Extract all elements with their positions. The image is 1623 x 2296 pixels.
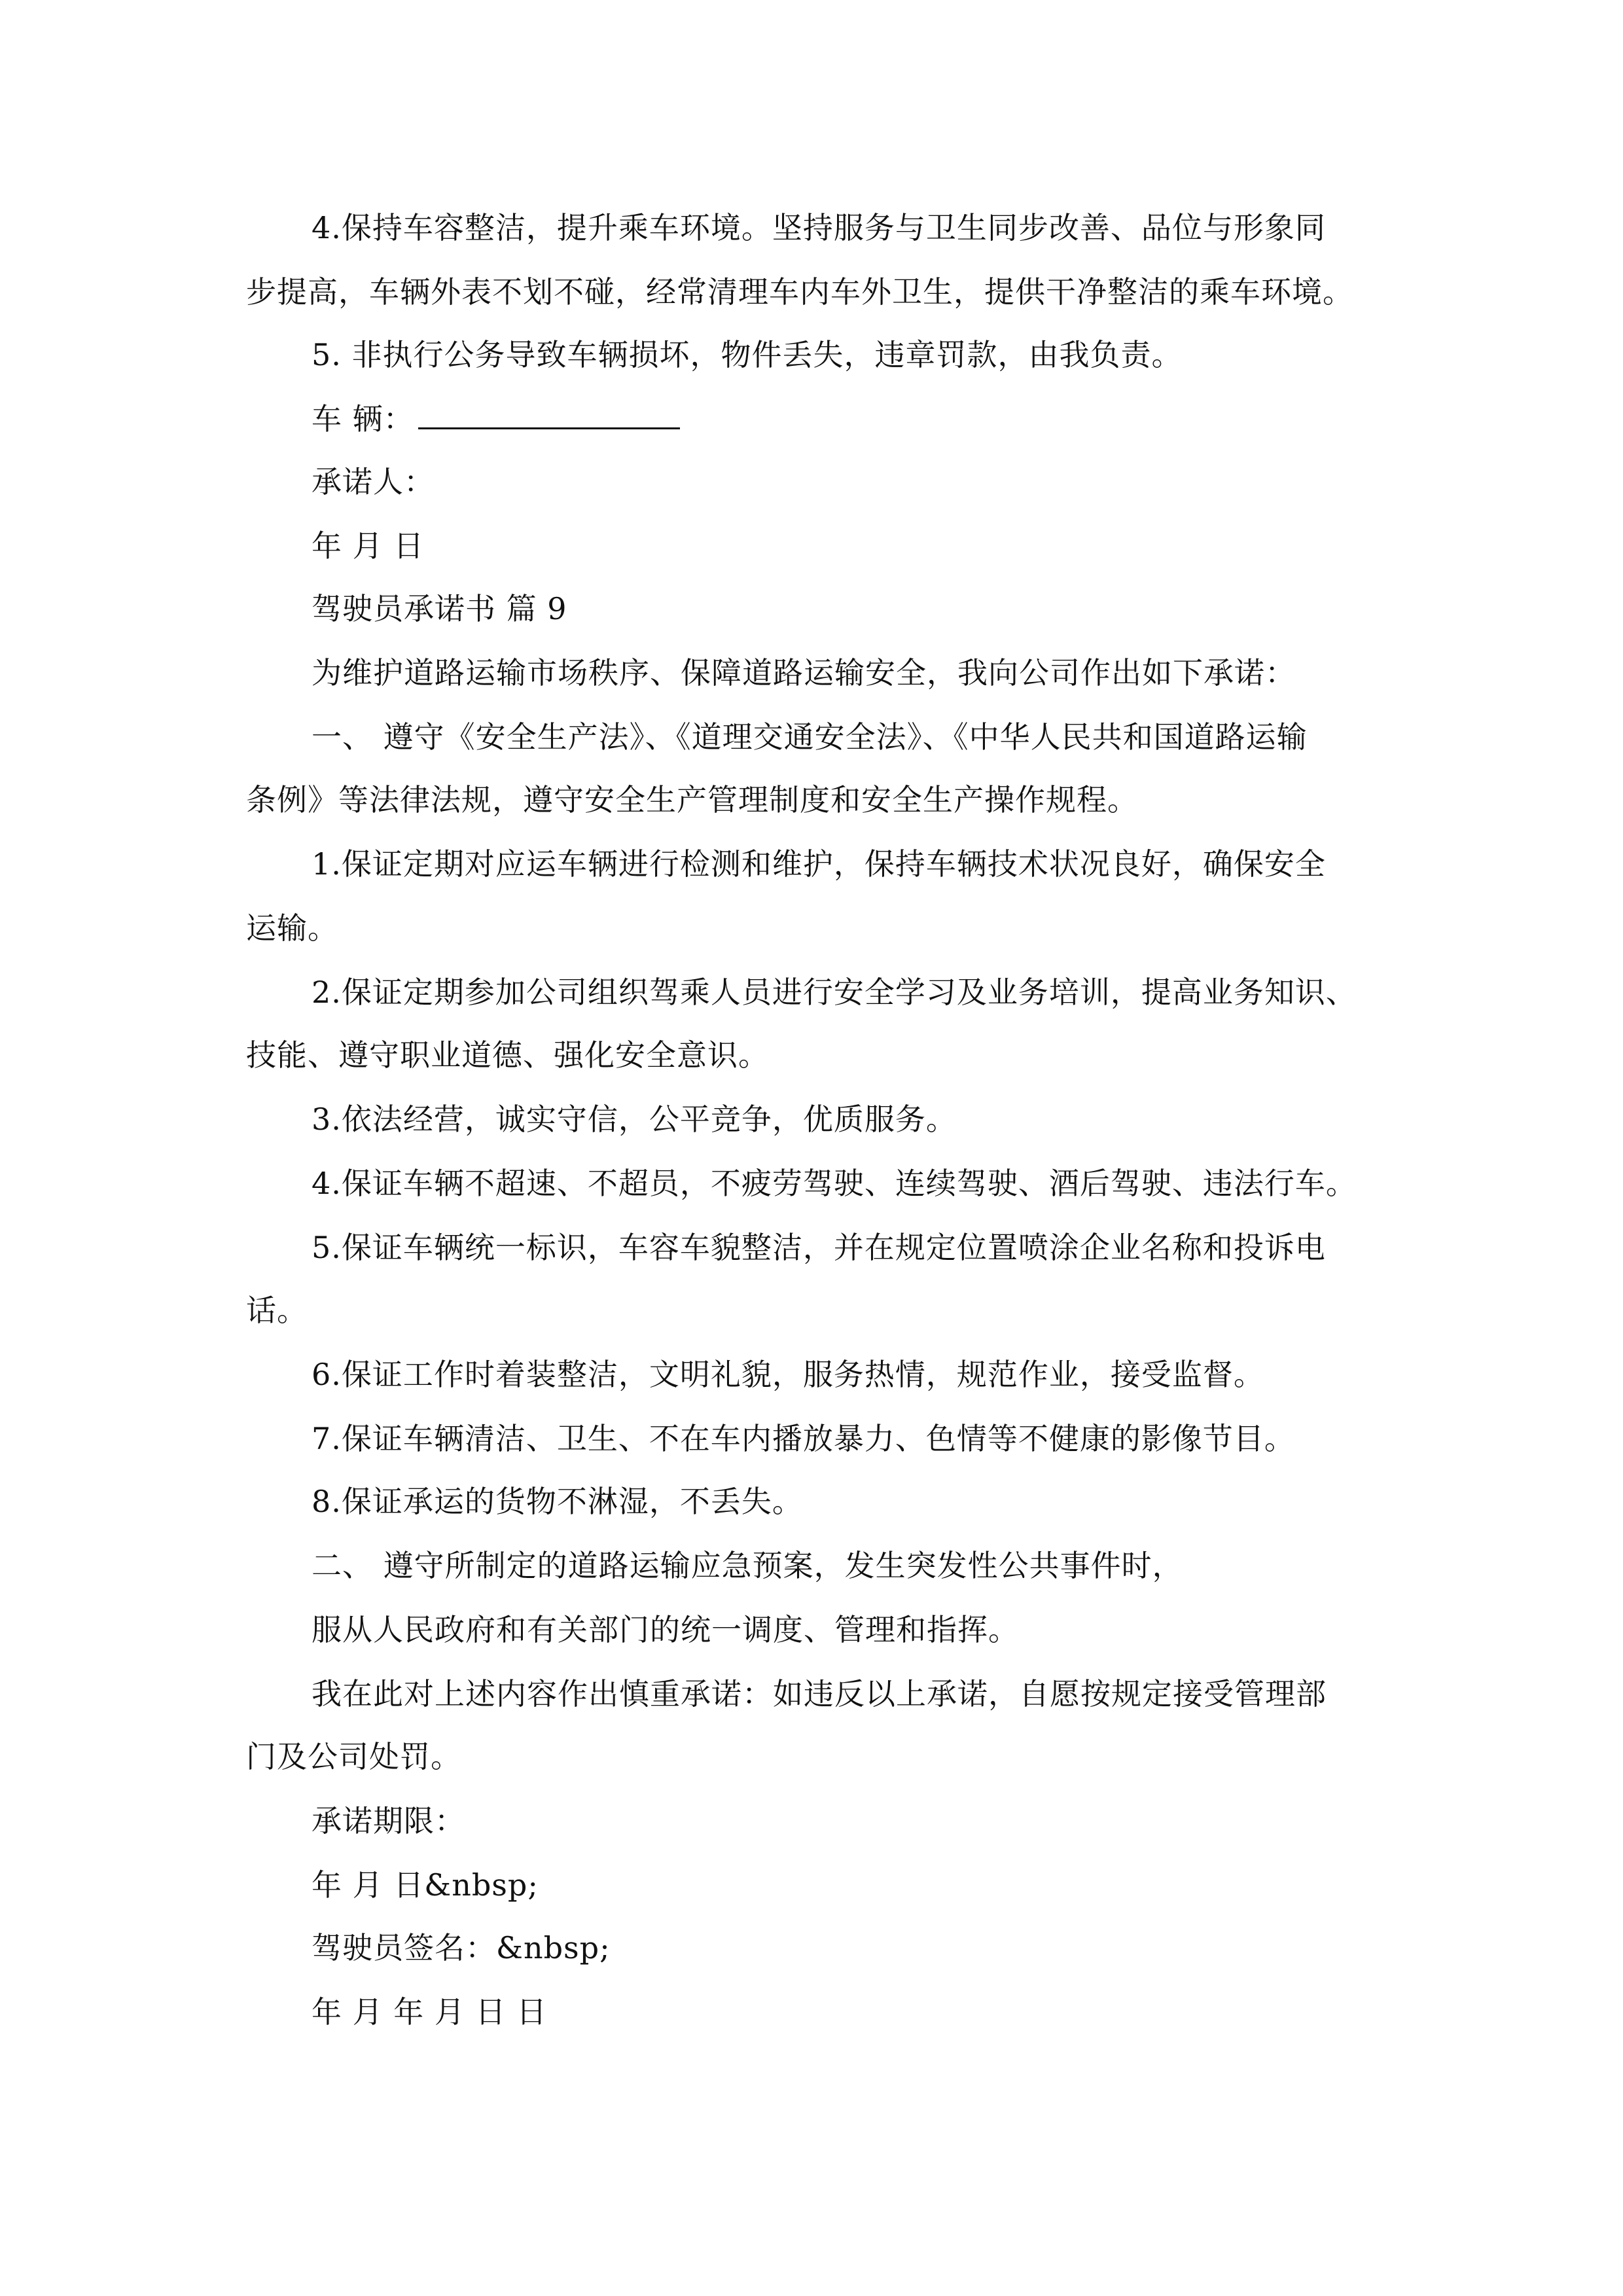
vehicle-label: 车 辆： (312, 401, 414, 437)
item2-line1: 二、 遵守所制定的道路运输应急预案，发生突发性公共事件时， (312, 1548, 1183, 1583)
paragraph-item4-line2: 步提高，车辆外表不划不碰，经常清理车内车外卫生，提供干净整洁的乘车环境。 (246, 274, 1353, 310)
item1-line1: 一、 遵守《安全生产法》、《道理交通安全法》、《中华人民共和国道路运输 (312, 719, 1308, 755)
sub6: 6.保证工作时着装整洁，文明礼貌，服务热情，规范作业，接受监督。 (312, 1357, 1264, 1392)
term-label: 承诺期限： (312, 1803, 465, 1839)
sub4: 4.保证车辆不超速、不超员，不疲劳驾驶、连续驾驶、酒后驾驶、违法行车。 (312, 1166, 1357, 1201)
vehicle-blank-line (418, 403, 680, 429)
date-line-2: 年 月 日&nbsp; (312, 1867, 539, 1903)
pledge-line2: 门及公司处罚。 (246, 1739, 461, 1774)
sub3: 3.依法经营，诚实守信，公平竞争，优质服务。 (312, 1102, 957, 1137)
sub8: 8.保证承运的货物不淋湿，不丢失。 (312, 1484, 803, 1519)
promisor-label: 承诺人： (312, 464, 435, 499)
sub5-line2: 话。 (246, 1293, 308, 1328)
item1-line2: 条例》等法律法规，遵守安全生产管理制度和安全生产操作规程。 (246, 782, 1138, 817)
sub1-line2: 运输。 (246, 910, 338, 946)
section-title: 驾驶员承诺书 篇 9 (312, 591, 567, 626)
date-line-3: 年 月 年 月 日 日 (312, 1994, 548, 2030)
sub5-line1: 5.保证车辆统一标识，车容车貌整洁，并在规定位置喷涂企业名称和投诉电 (312, 1230, 1326, 1265)
signature-label: 驾驶员签名：&nbsp; (312, 1930, 611, 1965)
sub2-line1: 2.保证定期参加公司组织驾乘人员进行安全学习及业务培训，提高业务知识、 (312, 975, 1357, 1010)
pledge-line1: 我在此对上述内容作出慎重承诺：如违反以上承诺，自愿按规定接受管理部 (312, 1676, 1327, 1712)
intro-paragraph: 为维护道路运输市场秩序、保障道路运输安全，我向公司作出如下承诺： (312, 655, 1296, 691)
item2-line2: 服从人民政府和有关部门的统一调度、管理和指挥。 (312, 1612, 1019, 1647)
paragraph-item4-line1: 4.保持车容整洁，提升乘车环境。坚持服务与卫生同步改善、品位与形象同 (312, 210, 1326, 245)
vehicle-field (312, 399, 680, 439)
paragraph-item5: 5. 非执行公务导致车辆损坏，物件丢失，违章罚款，由我负责。 (312, 337, 1183, 372)
sub2-line2: 技能、遵守职业道德、强化安全意识。 (246, 1037, 769, 1073)
date-line-1: 年 月 日 (312, 528, 425, 564)
sub1-line1: 1.保证定期对应运车辆进行检测和维护，保持车辆技术状况良好，确保安全 (312, 846, 1326, 882)
sub7: 7.保证车辆清洁、卫生、不在车内播放暴力、色情等不健康的影像节目。 (312, 1421, 1295, 1456)
